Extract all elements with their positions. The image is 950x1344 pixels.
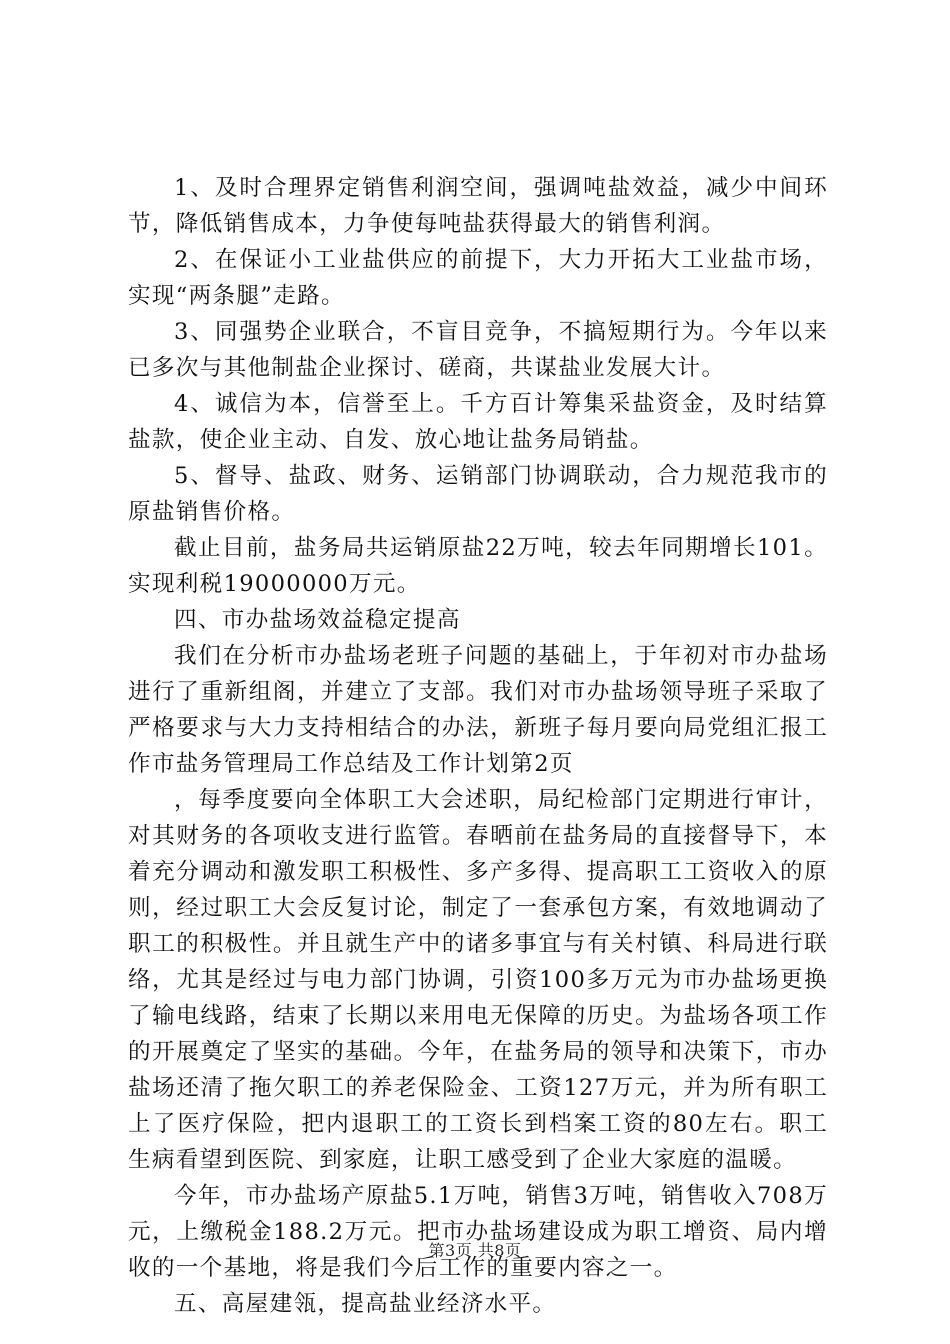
paragraph-item-3: 3、同强势企业联合，不盲目竞争，不搞短期行为。今年以来已多次与其他制盐企业探讨、磋商，共谋盐业发展大计。: [128, 319, 828, 381]
paragraph-item-5: 5、督导、盐政、财务、运销部门协调联动，合力规范我市的原盐销售价格。: [128, 463, 828, 525]
section-heading-4: 四、市办盐场效益稳定提高: [174, 607, 461, 633]
paragraph-item-4: 4、诚信为本，信誉至上。千方百计筹集采盐资金，及时结算盐款，使企业主动、自发、放心地让盐务局销盐。: [128, 391, 828, 453]
paragraph-sales-summary: 截止目前，盐务局共运销原盐22万吨，较去年同期增长101。实现利税19000000万元。: [128, 535, 828, 597]
document-body: [128, 170, 828, 1322]
page-number-footer: 第3页 共8页: [428, 1241, 522, 1260]
paragraph-item-1: 1、及时合理界定销售利润空间，强调吨盐效益，减少中间环节，降低销售成本，力争使每吨盐获得最大的销售利润。: [128, 175, 828, 237]
paragraph-salt-farm-reorg: 我们在分析市办盐场老班子问题的基础上，于年初对市办盐场进行了重新组阁，并建立了支部。我们对市办盐场领导班子采取了严格要求与大力支持相结合的办法，新班子每月要向局党组汇报工作市盐务管理局工作总结及工作计划第2页: [128, 643, 828, 777]
paragraph-salt-farm-output: 今年，市办盐场产原盐5.1万吨，销售3万吨，销售收入708万元，上缴税金188.2万元。把市办盐场建设成为职工增资、局内增收的一个基地，将是我们今后工作的重要内容之一。: [128, 1183, 828, 1281]
paragraph-salt-farm-management: ，每季度要向全体职工大会述职，局纪检部门定期进行审计，对其财务的各项收支进行监管。春晒前在盐务局的直接督导下，本着充分调动和激发职工积极性、多产多得、提高职工工资收入的原则，经过职工大会反复讨论，制定了一套承包方案，有效地调动了职工的积极性。并且就生产中的诸多事宜与有关村镇、科局进行联络，尤其是经过与电力部门协调，引资100多万元为市办盐场更换了输电线路，结束了长期以来用电无保障的历史。为盐场各项工作的开展奠定了坚实的基础。今年，在盐务局的领导和决策下，市办盐场还清了拖欠职工的养老保险金、工资127万元，并为所有职工上了医疗保险，把内退职工的工资长到档案工资的80左右。职工生病看望到医院、到家庭，让职工感受到了企业大家庭的温暖。: [128, 787, 828, 1173]
paragraph-item-2: 2、在保证小工业盐供应的前提下，大力开拓大工业盐市场，实现“两条腿”走路。: [128, 247, 828, 309]
section-heading-5: 五、高屋建瓴，提高盐业经济水平。: [174, 1291, 557, 1317]
